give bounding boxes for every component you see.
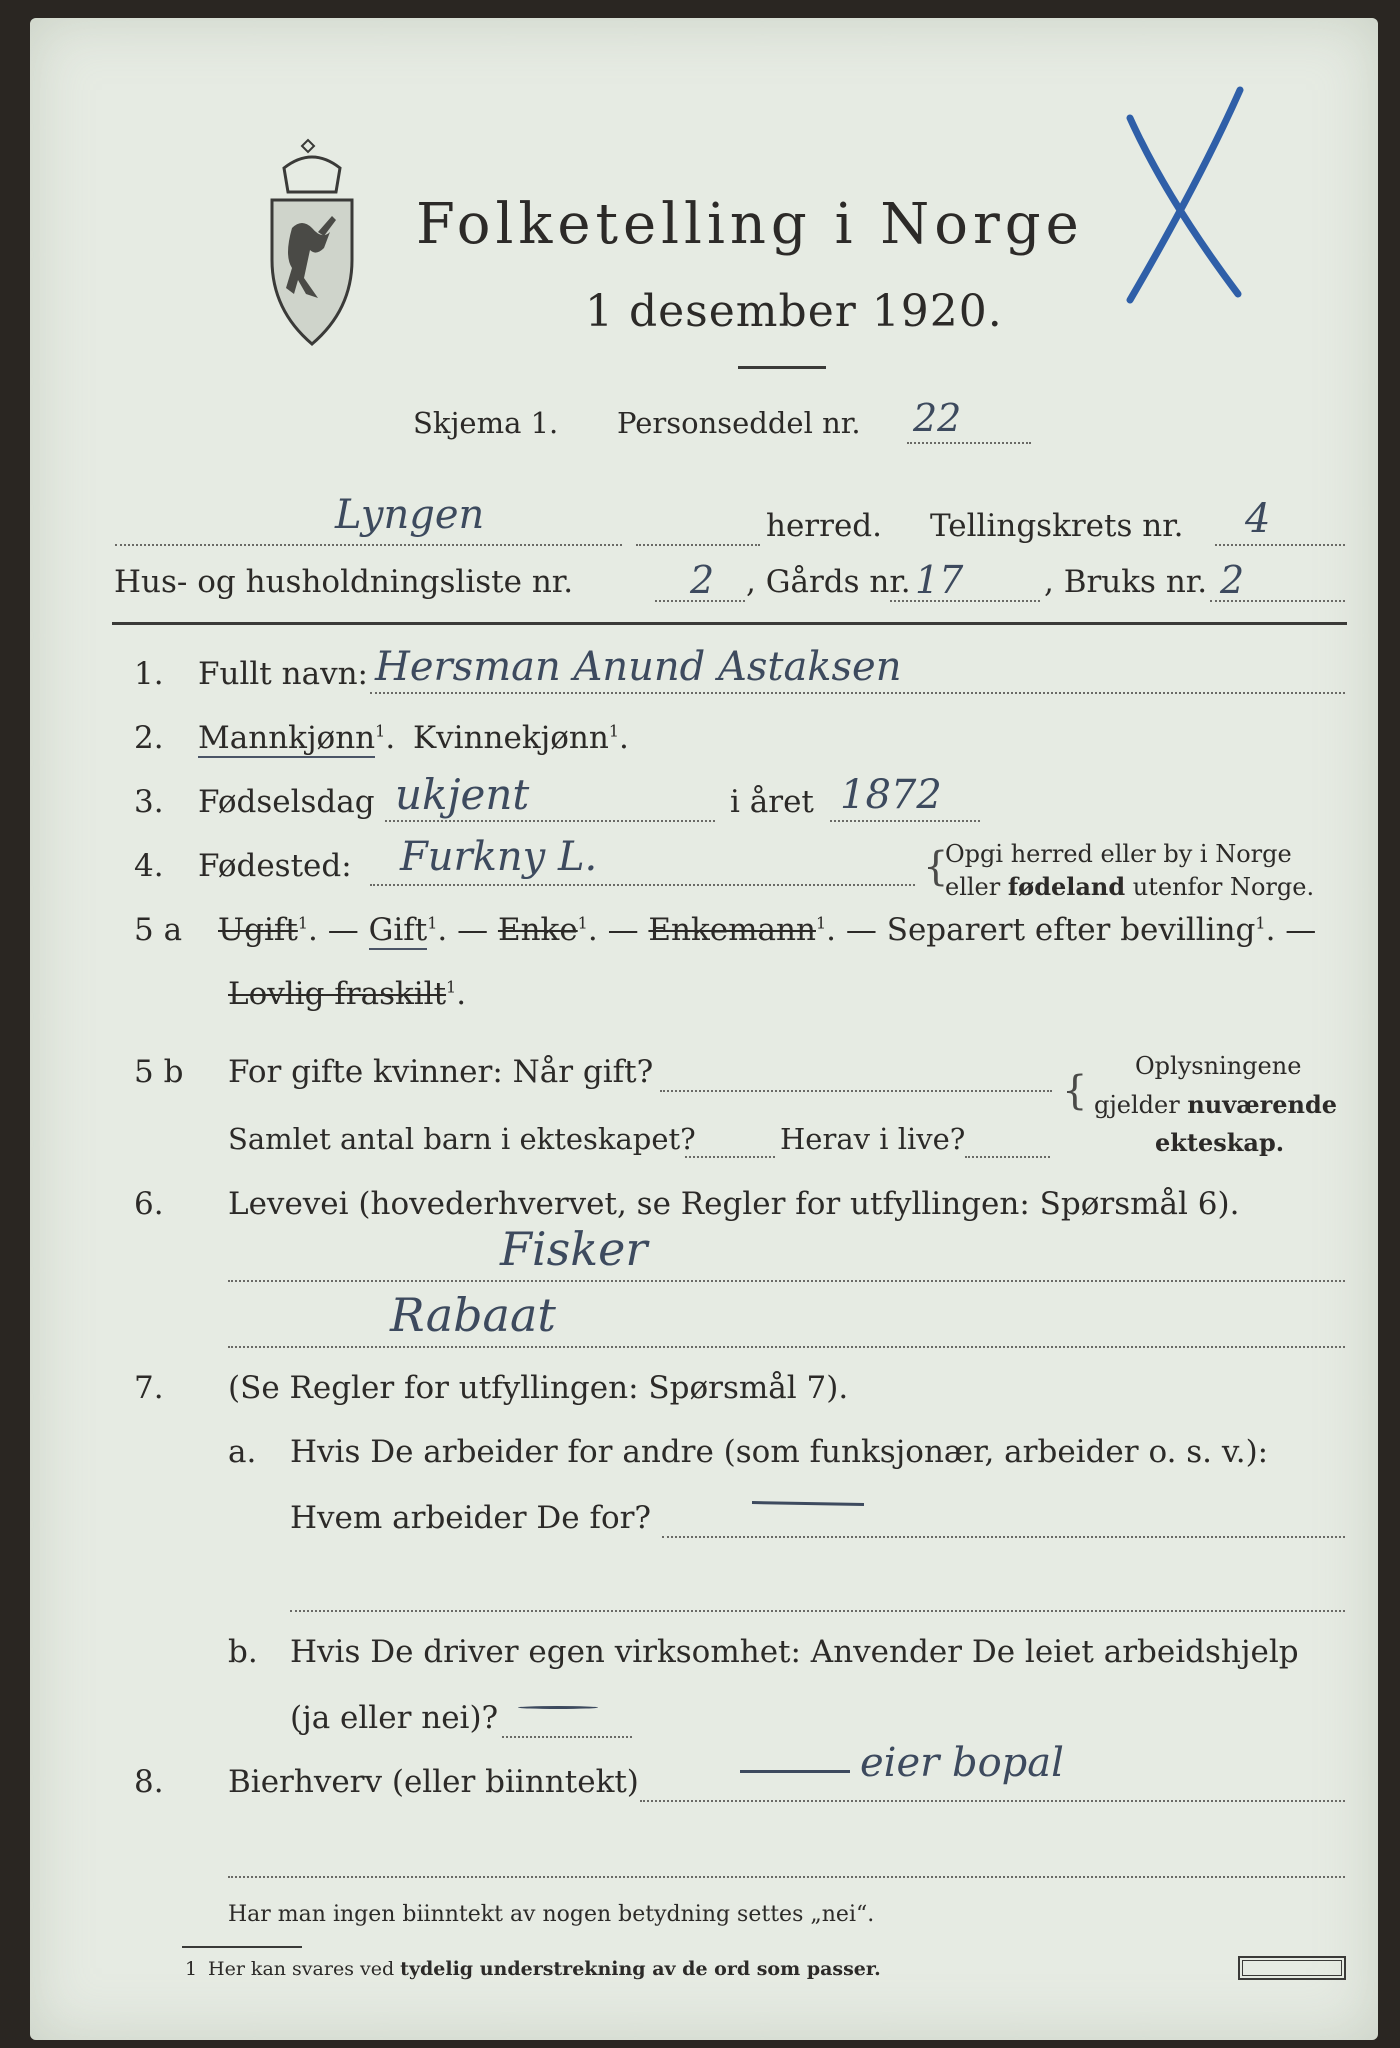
q7a-letter: a. xyxy=(228,1434,257,1470)
q7-number: 7. xyxy=(134,1370,164,1406)
q7b-dash-mark xyxy=(518,1706,598,1709)
q3-line xyxy=(385,820,715,822)
herred-label: herred. xyxy=(766,508,882,544)
q3-number: 3. xyxy=(134,784,164,820)
bruks-label: , Bruks nr. xyxy=(1044,564,1208,600)
q5b-number: 5 b xyxy=(134,1054,184,1090)
q3-year-line xyxy=(830,820,980,822)
q8-line xyxy=(640,1800,1345,1802)
q7a-label: Hvis De arbeider for andre (som funksjonær, arbeider o. s. v.): xyxy=(290,1434,1269,1470)
q5b-children-line xyxy=(685,1156,775,1158)
q8-value: eier bopal xyxy=(860,1740,1064,1786)
q4-note-line2: eller fødeland utenfor Norge. xyxy=(945,872,1315,901)
q5a-lovlig: Lovlig fraskilt$^1$. xyxy=(228,976,467,1012)
q4-note-line1: Opgi herred eller by i Norge xyxy=(945,840,1292,868)
census-form xyxy=(30,18,1378,2040)
q3-year-label: i året xyxy=(730,784,814,820)
personseddel-label: Personseddel nr. xyxy=(617,406,861,440)
q5a-options: Ugift$^1$. — Gift$^1$. — Enke$^1$. — Enkemann$^1$. — Separert efter bevilling$^1$. — xyxy=(218,912,1317,948)
hus-value: 2 xyxy=(690,558,715,602)
q3-value: ukjent xyxy=(395,770,530,819)
herred-line-2 xyxy=(636,544,760,546)
herred-line xyxy=(115,544,622,546)
q8-label: Bierhverv (eller biinntekt) xyxy=(228,1764,639,1800)
gards-value: 17 xyxy=(915,558,964,602)
q2-mannkjonn: Mannkjønn$^1$. xyxy=(198,720,396,756)
q5b-note-line2: gjelder nuværende xyxy=(1094,1090,1338,1119)
q5b-brace: { xyxy=(1062,1068,1088,1114)
q7b-yesno-line xyxy=(502,1736,632,1738)
q4-number: 4. xyxy=(134,848,164,884)
gards-line xyxy=(890,600,1040,602)
q6-line-1 xyxy=(228,1280,1345,1282)
form-title: Folketelling i Norge xyxy=(416,192,1084,257)
bruks-value: 2 xyxy=(1220,558,1245,602)
q2-number: 2. xyxy=(134,720,164,756)
q1-label: Fullt navn: xyxy=(198,656,368,692)
q4-line xyxy=(370,884,915,886)
q2-kvinnekjonn: Kvinnekjønn$^1$. xyxy=(413,720,629,756)
q7b-label: Hvis De driver egen virksomhet: Anvender De leiet arbeidshjelp xyxy=(290,1634,1299,1670)
q7b-yesno-label: (ja eller nei)? xyxy=(290,1700,499,1736)
gards-label: , Gårds nr. xyxy=(746,564,911,600)
section-divider xyxy=(112,622,1347,625)
q1-line xyxy=(370,692,1345,694)
q5b-line xyxy=(660,1090,1052,1092)
q8-extra-line xyxy=(228,1876,1345,1878)
q5a-number: 5 a xyxy=(134,912,183,948)
footer-note: Har man ingen biinntekt av nogen betydning settes „nei“. xyxy=(228,1902,875,1927)
q5b-alive-line xyxy=(965,1156,1050,1158)
printer-stamp xyxy=(1238,1956,1346,1980)
herred-value: Lyngen xyxy=(335,492,485,538)
q8-number: 8. xyxy=(134,1764,164,1800)
q5b-note-line1: Oplysningene xyxy=(1135,1052,1302,1080)
q6-value-1: Fisker xyxy=(500,1222,648,1276)
q7b-letter: b. xyxy=(228,1634,258,1670)
q7a-employer-label: Hvem arbeider De for? xyxy=(290,1500,652,1536)
q3-year-value: 1872 xyxy=(840,772,942,818)
tellingskrets-line xyxy=(1215,544,1345,546)
q1-number: 1. xyxy=(134,656,164,692)
personseddel-value: 22 xyxy=(913,396,962,440)
q4-label: Fødested: xyxy=(198,848,352,884)
q7a-employer-line xyxy=(662,1536,1345,1538)
q1-value: Hersman Anund Astaksen xyxy=(375,644,902,690)
q7-label: (Se Regler for utfyllingen: Spørsmål 7). xyxy=(228,1370,849,1406)
title-divider xyxy=(738,366,826,369)
footnote-marker: 1 xyxy=(185,1958,198,1980)
personseddel-line xyxy=(907,442,1031,444)
coat-of-arms-emblem xyxy=(262,138,362,350)
footnote-divider xyxy=(182,1946,302,1948)
census-date: 1 desember 1920. xyxy=(585,286,1003,337)
tellingskrets-value: 4 xyxy=(1245,496,1271,542)
hus-label: Hus- og husholdningsliste nr. xyxy=(114,564,574,600)
footnote-text: Her kan svares ved tydelig understrekning av de ord som passer. xyxy=(208,1958,881,1980)
q7a-extra-line xyxy=(290,1610,1345,1612)
q6-line-2 xyxy=(228,1346,1345,1348)
q5b-note-line3: ekteskap. xyxy=(1155,1128,1285,1157)
blue-cross-mark xyxy=(1090,78,1290,328)
q6-value-2: Rabaat xyxy=(390,1288,556,1342)
q7a-dash-mark xyxy=(752,1501,864,1506)
q5b-children-label: Samlet antal barn i ekteskapet? xyxy=(228,1122,696,1156)
skjema-label: Skjema 1. xyxy=(413,406,559,440)
q8-dash-mark xyxy=(740,1770,850,1773)
q4-brace: { xyxy=(923,844,949,890)
q5b-alive-label: Herav i live? xyxy=(780,1122,966,1156)
q5b-label: For gifte kvinner: Når gift? xyxy=(228,1054,654,1090)
q6-label: Levevei (hovederhvervet, se Regler for utfyllingen: Spørsmål 6). xyxy=(228,1186,1240,1222)
q6-number: 6. xyxy=(134,1186,164,1222)
tellingskrets-label: Tellingskrets nr. xyxy=(930,508,1184,544)
q4-value: Furkny L. xyxy=(400,834,598,880)
q3-label: Fødselsdag xyxy=(198,784,375,820)
